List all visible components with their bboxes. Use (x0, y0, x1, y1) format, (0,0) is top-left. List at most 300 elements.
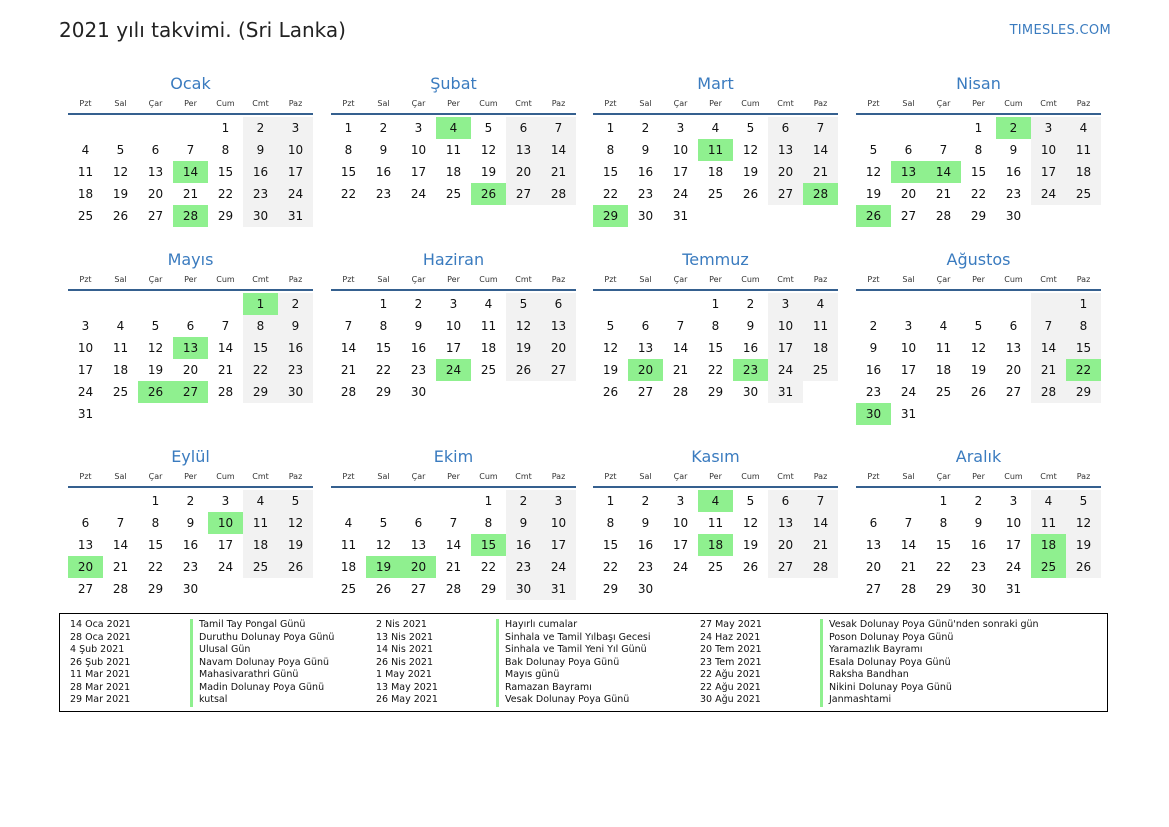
day-cell: 15 (1066, 337, 1101, 359)
weekday-label: Çar (411, 99, 426, 108)
day-cell: 5 (379, 516, 388, 530)
empty-cell (891, 117, 926, 139)
day-cell: 22 (1066, 359, 1101, 381)
weekday-label: Per (447, 275, 460, 284)
weekday-label: Pzt (604, 275, 617, 284)
day-cell: 14 (173, 161, 208, 183)
day-cell: 14 (900, 538, 917, 552)
day-cell: 5 (746, 494, 755, 508)
day-cell: 8 (484, 516, 493, 530)
day-grid (68, 293, 313, 425)
holiday-date: 14 Nis 2021 (376, 644, 433, 655)
weekday-label: Paz (288, 472, 303, 481)
weekday-label: Pzt (604, 99, 617, 108)
day-cell: 23 (865, 385, 882, 399)
weekday-label: Sal (902, 472, 915, 481)
day-cell: 1 (711, 297, 720, 311)
day-cell: 25 (480, 363, 497, 377)
day-cell: 9 (641, 143, 650, 157)
empty-cell (856, 293, 891, 315)
day-cell: 2 (974, 494, 983, 508)
weekday-label: Sal (902, 99, 915, 108)
day-cell: 10 (1031, 139, 1066, 161)
empty-cell (1031, 578, 1066, 600)
weekday-label: Çar (936, 99, 951, 108)
day-cell: 30 (1005, 209, 1022, 223)
day-cell: 21 (803, 534, 838, 556)
empty-cell (208, 578, 243, 600)
weekday-label: Çar (411, 275, 426, 284)
holiday-date: 26 May 2021 (376, 694, 438, 705)
month-divider (593, 289, 838, 291)
day-cell: 5 (484, 121, 493, 135)
day-cell: 20 (900, 187, 917, 201)
weekday-label: Per (447, 99, 460, 108)
empty-cell (506, 381, 541, 403)
month-name: Haziran (422, 250, 485, 269)
weekday-label: Sal (639, 275, 652, 284)
weekday-label: Cmt (515, 472, 532, 481)
day-cell: 13 (410, 538, 427, 552)
day-cell: 27 (768, 556, 803, 578)
day-cell: 9 (414, 319, 423, 333)
day-cell: 20 (865, 560, 882, 574)
day-cell: 11 (698, 139, 733, 161)
day-cell: 3 (904, 319, 913, 333)
site-link[interactable]: TIMESLES.COM (1009, 23, 1111, 38)
weekday-label: Çar (148, 275, 163, 284)
empty-cell (1031, 293, 1066, 315)
empty-cell (926, 293, 961, 315)
day-cell: 29 (593, 205, 628, 227)
empty-cell (103, 117, 138, 139)
day-cell: 25 (243, 556, 278, 578)
day-cell: 18 (803, 337, 838, 359)
day-cell: 4 (344, 516, 353, 530)
day-cell: 27 (768, 183, 803, 205)
holiday-name: Esala Dolunay Poya Günü (820, 657, 951, 670)
month-divider (593, 486, 838, 488)
empty-cell (436, 490, 471, 512)
month-divider (856, 113, 1101, 115)
day-cell: 4 (436, 117, 471, 139)
weekday-label: Pzt (342, 472, 355, 481)
day-cell: 12 (147, 341, 164, 355)
day-cell: 24 (217, 560, 234, 574)
day-cell: 16 (410, 341, 427, 355)
empty-cell (331, 490, 366, 512)
empty-cell (1031, 403, 1066, 425)
day-cell: 3 (676, 494, 685, 508)
empty-cell (173, 403, 208, 425)
empty-cell (628, 293, 663, 315)
day-cell: 30 (243, 205, 278, 227)
month-7 (593, 250, 838, 403)
day-cell: 29 (970, 209, 987, 223)
weekday-label: Cum (216, 99, 235, 108)
month-1 (68, 74, 313, 227)
weekday-label: Çar (936, 472, 951, 481)
empty-cell (243, 578, 278, 600)
day-cell: 25 (445, 187, 462, 201)
day-grid (331, 293, 576, 403)
weekday-header (68, 469, 313, 484)
day-cell: 27 (506, 183, 541, 205)
day-cell: 21 (803, 161, 838, 183)
day-cell: 26 (375, 582, 392, 596)
day-cell: 9 (746, 319, 755, 333)
holiday-name: Sinhala ve Tamil Yılbaşı Gecesi (496, 632, 651, 645)
weekday-label: Cmt (777, 472, 794, 481)
month-divider (68, 113, 313, 115)
day-cell: 8 (711, 319, 720, 333)
day-cell: 17 (672, 538, 689, 552)
day-grid (593, 293, 838, 403)
day-grid (68, 490, 313, 600)
weekday-label: Paz (551, 99, 566, 108)
day-cell: 21 (112, 560, 129, 574)
weekday-label: Sal (639, 472, 652, 481)
day-cell: 15 (217, 165, 234, 179)
weekday-label: Per (184, 275, 197, 284)
weekday-header (68, 96, 313, 111)
day-grid (593, 117, 838, 227)
day-cell: 8 (974, 143, 983, 157)
day-cell: 15 (147, 538, 164, 552)
day-cell: 12 (970, 341, 987, 355)
day-cell: 25 (1066, 183, 1101, 205)
day-cell: 20 (401, 556, 436, 578)
day-cell: 23 (637, 560, 654, 574)
month-name: Mayıs (167, 250, 214, 269)
day-cell: 7 (221, 319, 230, 333)
day-cell: 22 (147, 560, 164, 574)
day-cell: 2 (641, 121, 650, 135)
day-cell: 10 (208, 512, 243, 534)
day-cell: 8 (379, 319, 388, 333)
weekday-label: Cmt (515, 275, 532, 284)
day-cell: 16 (637, 165, 654, 179)
empty-cell (366, 490, 401, 512)
holiday-date: 27 May 2021 (700, 619, 762, 630)
weekday-label: Cum (741, 99, 760, 108)
day-cell: 2 (186, 494, 195, 508)
weekday-header (856, 96, 1101, 111)
day-cell: 31 (1005, 582, 1022, 596)
day-cell: 7 (904, 516, 913, 530)
empty-cell (331, 293, 366, 315)
empty-cell (733, 205, 768, 227)
day-cell: 26 (856, 205, 891, 227)
day-cell: 16 (865, 363, 882, 377)
day-cell: 21 (340, 363, 357, 377)
day-cell: 28 (340, 385, 357, 399)
holiday-date: 14 Oca 2021 (70, 619, 131, 630)
day-cell: 22 (707, 363, 724, 377)
day-cell: 17 (1031, 161, 1066, 183)
day-cell: 13 (173, 337, 208, 359)
day-cell: 22 (375, 363, 392, 377)
day-cell: 29 (480, 582, 497, 596)
holiday-name: Vesak Dolunay Poya Günü'nden sonraki gün (820, 619, 1039, 632)
holiday-name: Ramazan Bayramı (496, 682, 592, 695)
month-divider (331, 289, 576, 291)
day-cell: 14 (1031, 337, 1066, 359)
page-title: 2021 yılı takvimi. (Sri Lanka) (59, 18, 346, 42)
day-cell: 26 (1066, 556, 1101, 578)
weekday-label: Per (709, 99, 722, 108)
day-cell: 19 (366, 556, 401, 578)
day-cell: 24 (672, 560, 689, 574)
empty-cell (926, 403, 961, 425)
day-cell: 16 (742, 341, 759, 355)
day-cell: 11 (480, 319, 497, 333)
day-cell: 28 (541, 183, 576, 205)
day-cell: 15 (602, 165, 619, 179)
weekday-label: Per (447, 472, 460, 481)
weekday-label: Per (709, 275, 722, 284)
month-11 (593, 447, 838, 600)
day-cell: 21 (445, 560, 462, 574)
day-cell: 14 (926, 161, 961, 183)
day-cell: 24 (672, 187, 689, 201)
weekday-label: Sal (114, 472, 127, 481)
day-cell: 12 (602, 341, 619, 355)
day-cell: 3 (1031, 117, 1066, 139)
day-cell: 10 (768, 315, 803, 337)
empty-cell (593, 293, 628, 315)
day-cell: 13 (541, 315, 576, 337)
month-divider (68, 289, 313, 291)
day-cell: 20 (1005, 363, 1022, 377)
day-cell: 2 (414, 297, 423, 311)
empty-cell (278, 403, 313, 425)
holiday-name: Poson Dolunay Poya Günü (820, 632, 953, 645)
day-cell: 24 (1005, 560, 1022, 574)
empty-cell (68, 117, 103, 139)
month-name: Aralık (955, 447, 1002, 466)
empty-cell (541, 381, 576, 403)
weekday-header (593, 272, 838, 287)
day-cell: 14 (112, 538, 129, 552)
day-cell: 28 (217, 385, 234, 399)
day-cell: 16 (182, 538, 199, 552)
day-cell: 24 (1031, 183, 1066, 205)
day-cell: 24 (410, 187, 427, 201)
day-cell: 23 (506, 556, 541, 578)
day-cell: 9 (869, 341, 878, 355)
empty-cell (803, 381, 838, 403)
weekday-label: Çar (148, 99, 163, 108)
day-cell: 28 (900, 582, 917, 596)
day-cell: 16 (506, 534, 541, 556)
day-cell: 17 (541, 534, 576, 556)
day-cell: 25 (112, 385, 129, 399)
day-cell: 8 (344, 143, 353, 157)
day-cell: 10 (77, 341, 94, 355)
month-9 (68, 447, 313, 600)
day-cell: 5 (116, 143, 125, 157)
day-cell: 2 (379, 121, 388, 135)
weekday-label: Çar (673, 472, 688, 481)
day-grid (593, 490, 838, 600)
month-6 (331, 250, 576, 403)
day-cell: 25 (77, 209, 94, 223)
empty-cell (138, 117, 173, 139)
month-12 (856, 447, 1101, 600)
holiday-list (59, 613, 1108, 712)
day-cell: 28 (803, 556, 838, 578)
day-grid (331, 490, 576, 600)
day-cell: 23 (243, 183, 278, 205)
weekday-label: Per (184, 99, 197, 108)
day-cell: 8 (243, 315, 278, 337)
day-cell: 7 (803, 490, 838, 512)
day-cell: 6 (1009, 319, 1018, 333)
day-cell: 11 (77, 165, 94, 179)
day-cell: 12 (742, 516, 759, 530)
empty-cell (173, 117, 208, 139)
weekday-label: Per (972, 99, 985, 108)
day-cell: 31 (768, 381, 803, 403)
day-cell: 17 (900, 363, 917, 377)
day-cell: 27 (173, 381, 208, 403)
day-cell: 22 (480, 560, 497, 574)
month-name: Mart (697, 74, 734, 93)
weekday-label: Pzt (867, 275, 880, 284)
day-cell: 4 (1066, 117, 1101, 139)
day-cell: 13 (77, 538, 94, 552)
day-cell: 13 (1005, 341, 1022, 355)
day-cell: 26 (742, 560, 759, 574)
day-cell: 15 (707, 341, 724, 355)
day-cell: 18 (707, 165, 724, 179)
day-cell: 28 (1031, 381, 1066, 403)
day-cell: 11 (935, 341, 952, 355)
day-cell: 5 (746, 121, 755, 135)
empty-cell (1066, 578, 1101, 600)
weekday-label: Cum (479, 99, 498, 108)
day-cell: 26 (506, 359, 541, 381)
day-cell: 11 (243, 512, 278, 534)
day-cell: 1 (606, 494, 615, 508)
weekday-label: Çar (936, 275, 951, 284)
day-cell: 30 (856, 403, 891, 425)
weekday-label: Cum (479, 472, 498, 481)
day-cell: 19 (865, 187, 882, 201)
day-cell: 23 (375, 187, 392, 201)
day-cell: 20 (506, 161, 541, 183)
day-cell: 17 (445, 341, 462, 355)
day-cell: 19 (742, 538, 759, 552)
day-cell: 20 (147, 187, 164, 201)
weekday-label: Sal (114, 275, 127, 284)
weekday-label: Paz (551, 275, 566, 284)
day-cell: 28 (935, 209, 952, 223)
holiday-date: 23 Tem 2021 (700, 656, 762, 668)
empty-cell (698, 205, 733, 227)
day-cell: 14 (803, 139, 838, 161)
holiday-name: kutsal (190, 694, 227, 707)
day-cell: 25 (340, 582, 357, 596)
day-cell: 8 (1066, 315, 1101, 337)
day-cell: 12 (480, 143, 497, 157)
day-cell: 1 (243, 293, 278, 315)
day-cell: 14 (672, 341, 689, 355)
day-cell: 10 (900, 341, 917, 355)
weekday-label: Per (709, 472, 722, 481)
weekday-label: Paz (1076, 275, 1091, 284)
empty-cell (961, 293, 996, 315)
day-cell: 9 (1009, 143, 1018, 157)
day-cell: 2 (641, 494, 650, 508)
day-cell: 18 (698, 534, 733, 556)
day-cell: 26 (278, 556, 313, 578)
day-cell: 4 (711, 121, 720, 135)
weekday-label: Sal (114, 99, 127, 108)
month-name: Ekim (433, 447, 474, 466)
day-cell: 18 (445, 165, 462, 179)
day-cell: 1 (344, 121, 353, 135)
day-cell: 30 (506, 578, 541, 600)
day-cell: 2 (506, 490, 541, 512)
empty-cell (996, 403, 1031, 425)
empty-cell (663, 293, 698, 315)
day-cell: 3 (81, 319, 90, 333)
empty-cell (401, 490, 436, 512)
day-cell: 25 (707, 560, 724, 574)
day-cell: 19 (480, 165, 497, 179)
day-cell: 8 (221, 143, 230, 157)
day-cell: 26 (471, 183, 506, 205)
day-cell: 10 (445, 319, 462, 333)
day-cell: 12 (865, 165, 882, 179)
holiday-date: 24 Haz 2021 (700, 631, 761, 643)
month-3 (593, 74, 838, 227)
holiday-name: Nikini Dolunay Poya Günü (820, 682, 952, 695)
day-cell: 19 (970, 363, 987, 377)
day-cell: 25 (803, 359, 838, 381)
day-cell: 24 (77, 385, 94, 399)
day-cell: 30 (637, 209, 654, 223)
day-cell: 15 (935, 538, 952, 552)
weekday-label: Pzt (867, 99, 880, 108)
empty-cell (698, 578, 733, 600)
holiday-name: Ulusal Gün (190, 644, 250, 657)
day-cell: 20 (182, 363, 199, 377)
day-cell: 17 (1005, 538, 1022, 552)
day-cell: 7 (344, 319, 353, 333)
day-grid (331, 117, 576, 205)
weekday-label: Çar (673, 275, 688, 284)
day-cell: 3 (1009, 494, 1018, 508)
empty-cell (138, 403, 173, 425)
weekday-label: Cmt (515, 99, 532, 108)
day-cell: 25 (935, 385, 952, 399)
holiday-name: Sinhala ve Tamil Yeni Yıl Günü (496, 644, 647, 657)
day-cell: 11 (112, 341, 129, 355)
weekday-label: Sal (377, 472, 390, 481)
day-cell: 31 (541, 578, 576, 600)
weekday-label: Sal (902, 275, 915, 284)
day-cell: 18 (340, 560, 357, 574)
day-cell: 12 (506, 315, 541, 337)
day-cell: 27 (637, 385, 654, 399)
holiday-date: 13 May 2021 (376, 681, 438, 693)
weekday-header (331, 96, 576, 111)
day-cell: 12 (278, 512, 313, 534)
holiday-date: 28 Oca 2021 (70, 631, 131, 643)
